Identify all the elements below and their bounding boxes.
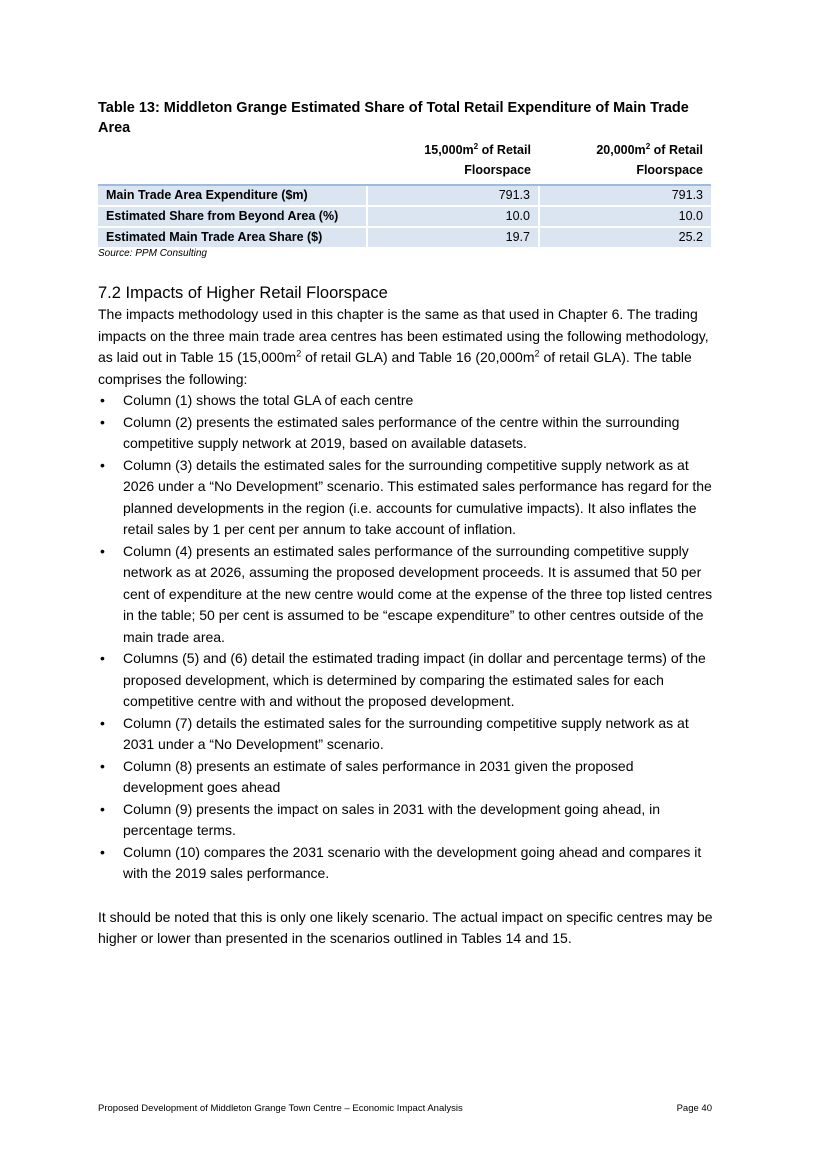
list-item: [98, 713, 714, 756]
table-header-empty: [98, 139, 367, 185]
header-col1-a: 15,000m: [424, 143, 474, 157]
list-item: [98, 799, 714, 842]
bullet-icon: •: [100, 413, 105, 430]
bullet-icon: •: [100, 650, 105, 666]
list-item-text: Column (3) details the estimated sales for the surrounding competitive supply network as at 2026 under a “No Development” scenario. This estimated sales performance has regard for the planned developments in the region (i.e. accounts for cumulative impacts). It also inflates the retail sales by 1 per cent per annum to take account of inflation.: [123, 456, 712, 537]
header-col2-sup: 2: [645, 141, 651, 151]
row-value-15000: 791.3: [367, 185, 539, 206]
header-col2-c: Floorspace: [636, 163, 703, 177]
list-item: [98, 842, 714, 885]
header-col1-c: Floorspace: [464, 163, 531, 177]
bullet-icon: •: [100, 542, 105, 559]
intro-text-c: of retail GLA). The table comprises the following:: [98, 349, 692, 387]
table-row: [98, 185, 711, 206]
footer-document-title: Proposed Development of Middleton Grange Town Centre – Economic Impact Analysis: [98, 1103, 463, 1114]
list-item: [98, 455, 714, 541]
row-label: Estimated Share from Beyond Area (%): [98, 206, 367, 227]
page-footer: [98, 1103, 714, 1114]
bullet-icon: •: [100, 456, 105, 473]
list-item-text: Column (8) presents an estimate of sales performance in 2031 given the proposed development goes ahead: [123, 757, 634, 795]
table-header-20000: [539, 139, 711, 185]
row-value-15000: 10.0: [367, 206, 539, 227]
footer-page-number: Page 40: [676, 1103, 712, 1114]
methodology-list: [98, 390, 714, 885]
header-col2-b: of Retail: [650, 143, 703, 157]
table-title: Table 13: Middleton Grange Estimated Share of Total Retail Expenditure of Main Trade Area: [98, 100, 689, 136]
table-row: [98, 227, 711, 247]
list-item: [98, 412, 714, 455]
table-header-15000: [367, 139, 539, 185]
closing-paragraph: It should be noted that this is only one likely scenario. The actual impact on specific centres may be higher or lower than presented in the scenarios outlined in Tables 14 and 15.: [98, 908, 713, 946]
expenditure-table: [98, 139, 711, 247]
row-value-15000: 19.7: [367, 227, 539, 247]
list-item: [98, 648, 714, 713]
header-col1-b: of Retail: [478, 143, 531, 157]
table-source: Source: PPM Consulting: [98, 248, 207, 259]
table-row: [98, 206, 711, 227]
header-col1-sup: 2: [473, 141, 479, 151]
section-heading: 7.2 Impacts of Higher Retail Floorspace: [98, 284, 388, 302]
list-item-text: Column (7) details the estimated sales for the surrounding competitive supply network as at 2031 under a “No Development” scenario.: [123, 714, 689, 752]
row-value-20000: 25.2: [539, 227, 711, 247]
bullet-icon: •: [100, 392, 105, 408]
row-label: Main Trade Area Expenditure ($m): [98, 185, 367, 206]
list-item: [98, 756, 714, 799]
row-value-20000: 10.0: [539, 206, 711, 227]
list-item-text: Column (10) compares the 2031 scenario with the development going ahead and compares it with the 2019 sales performance.: [123, 843, 702, 881]
row-value-20000: 791.3: [539, 185, 711, 206]
page-content: [98, 98, 714, 950]
intro-sup-2: 2: [534, 348, 540, 359]
list-item-text: Column (1) shows the total GLA of each centre: [123, 392, 414, 408]
row-label: Estimated Main Trade Area Share ($): [98, 227, 367, 247]
header-col2-a: 20,000m: [596, 143, 646, 157]
intro-sup-1: 2: [296, 348, 302, 359]
bullet-icon: •: [100, 757, 105, 774]
list-item: [98, 541, 714, 649]
list-item-text: Column (9) presents the impact on sales in 2031 with the development going ahead, in percentage terms.: [123, 800, 660, 838]
list-item: [98, 390, 714, 412]
list-item-text: Column (4) presents an estimated sales performance of the surrounding competitive supply network as at 2026, assuming the proposed development proceeds. It is assumed that 50 per cent of expenditure at the new centre would come at the expense of the three top listed centres in the table; 50 per cent is assumed to be “escape expenditure” to other centres outside of the main trade area.: [123, 542, 713, 645]
intro-paragraph: [98, 304, 714, 390]
list-item-text: Column (2) presents the estimated sales performance of the centre within the surrounding competitive supply network at 2019, based on available datasets.: [123, 413, 680, 451]
table-header-row: [98, 139, 711, 185]
bullet-icon: •: [100, 800, 105, 817]
bullet-icon: •: [100, 714, 105, 731]
intro-text-a: The impacts methodology used in this chapter is the same as that used in Chapter 6. The trading impacts on the three main trade area centres has been estimated using the following methodology, as laid out in Table 15 (15,000m: [98, 306, 709, 365]
bullet-icon: •: [100, 843, 105, 860]
list-item-text: Columns (5) and (6) detail the estimated trading impact (in dollar and percentage terms) of the proposed development, which is determined by comparing the estimated sales for each competitive centre with and without the proposed development.: [123, 650, 706, 709]
intro-text-b: of retail GLA) and Table 16 (20,000m: [301, 349, 535, 365]
